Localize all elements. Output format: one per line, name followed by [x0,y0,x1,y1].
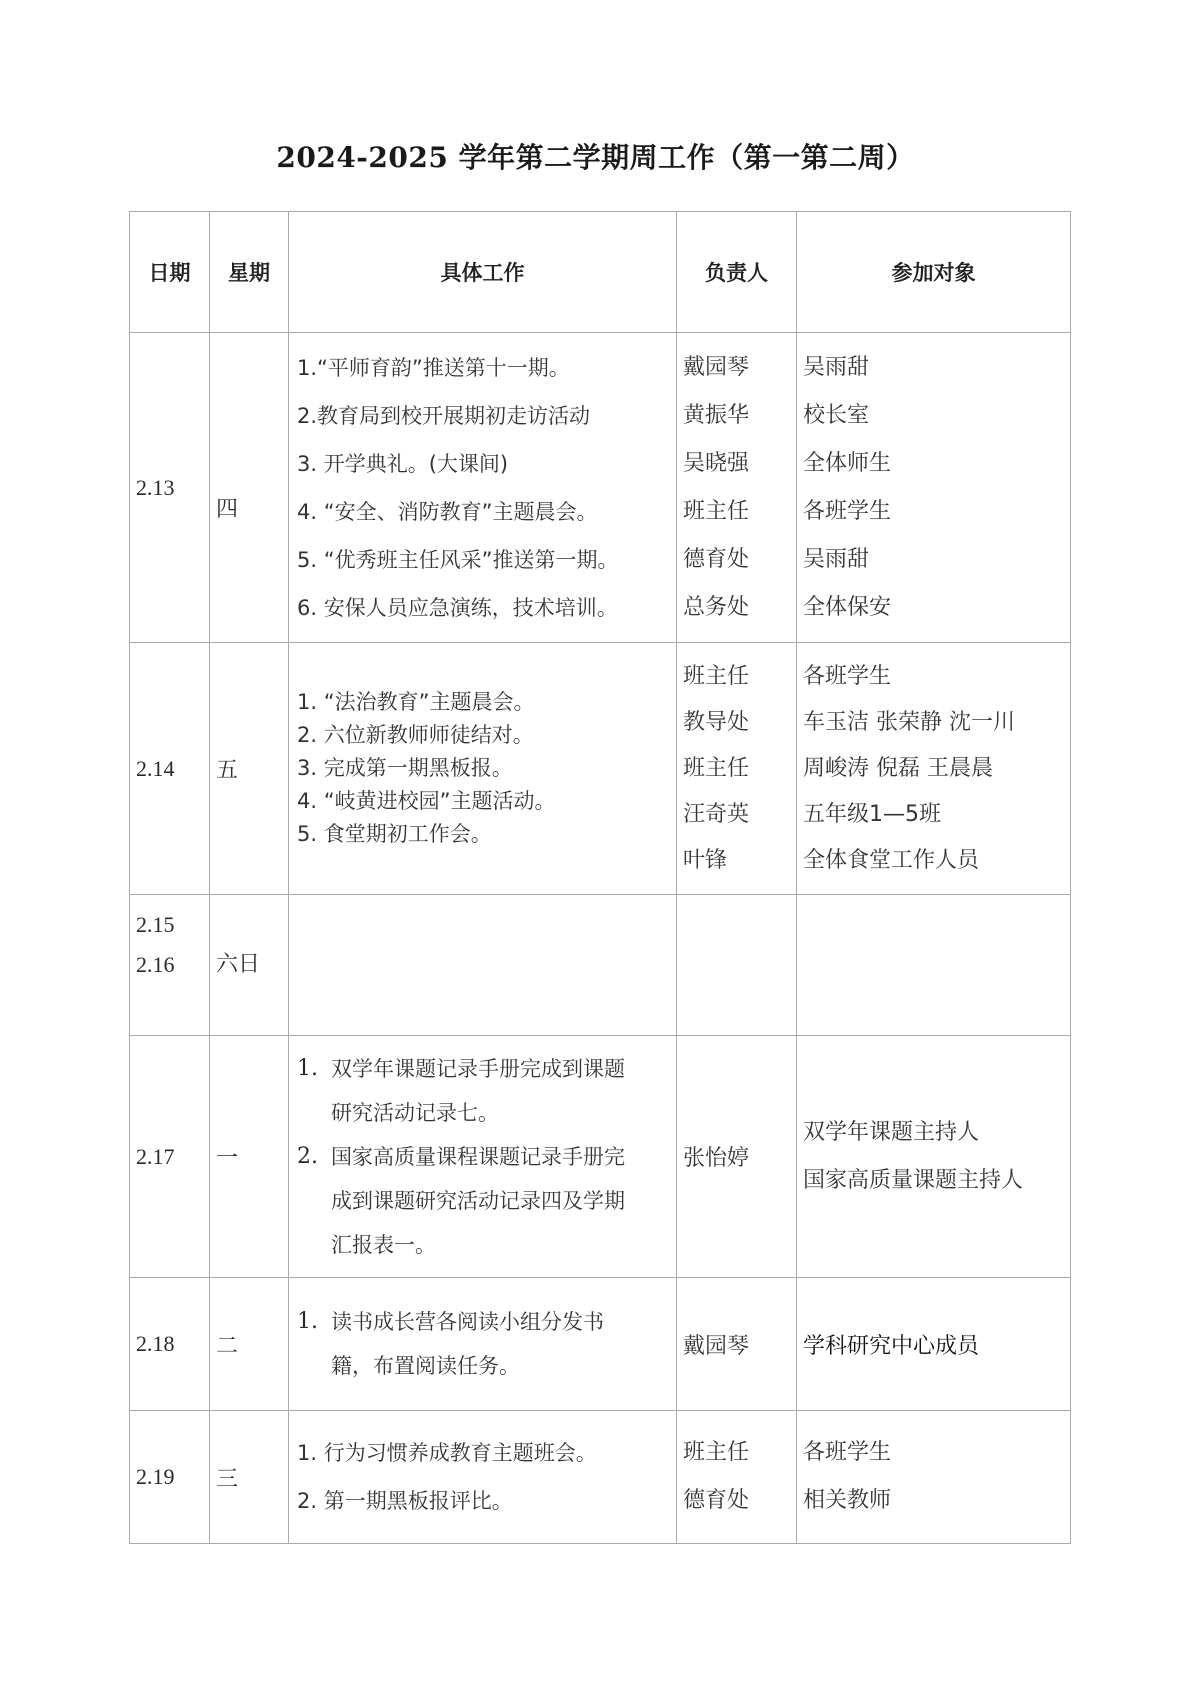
work-cell [289,1036,677,1278]
target: 周峻涛 倪磊 王晨晨 [803,755,993,781]
date: 2.16 [136,952,175,977]
table-row [130,895,1071,1036]
work-text-line: 籍，布置阅读任务。 [331,1354,520,1378]
person: 张怡婷 [683,1146,750,1171]
item-number: 1. [297,1309,318,1334]
weekly-work-table [129,211,1071,1544]
target: 全体师生 [803,450,892,476]
person: 班主任 [683,663,750,689]
work-item: 3. 开学典礼。(大课间) [297,451,509,476]
target: 五年级1—5班 [803,801,941,827]
header-target: 参加对象 [797,212,1071,333]
target: 国家高质量课题主持人 [803,1167,1024,1193]
work-text-line: 国家高质量课程课题记录手册完 [331,1144,625,1169]
target: 各班学生 [803,663,892,689]
person: 班主任 [683,498,750,524]
header-weekday: 星期 [210,212,289,333]
person: 叶锋 [683,847,728,873]
work-item: 4. “岐黄进校园”主题活动。 [297,789,556,813]
work-item: 1. 行为习惯养成教育主题班会。 [297,1441,597,1465]
date: 2.17 [136,1143,175,1169]
weekday: 二 [216,1333,239,1359]
table-row [130,333,1071,643]
target-cell [797,333,1071,643]
work-item: 3. 完成第一期黑板报。 [297,756,513,780]
work-cell [289,895,677,1036]
weekday: 一 [216,1146,239,1171]
header-date: 日期 [130,212,210,333]
item-number: 1. [297,1055,318,1081]
date-cell [130,1036,210,1278]
work-item: 5. “优秀班主任风采”推送第一期。 [297,547,619,572]
date-cell [130,895,210,1036]
target: 吴雨甜 [803,354,870,380]
work-text-line: 研究活动记录七。 [331,1100,499,1125]
weekday-cell [210,643,289,895]
work-item: 1. “法治教育”主题晨会。 [297,690,535,714]
table-row [130,1036,1071,1278]
table-row [130,1278,1071,1411]
person-cell [677,333,797,643]
work-text-line: 读书成长营各阅读小组分发书 [331,1310,604,1334]
date-cell [130,643,210,895]
target-cell [797,1278,1071,1411]
work-text-line: 成到课题研究活动记录四及学期 [331,1188,625,1213]
person-cell [677,1278,797,1411]
target: 车玉洁 张荣静 沈一川 [803,709,1015,735]
work-item: 1.“平师育韵”推送第十一期。 [297,355,570,380]
work-item: 5. 食堂期初工作会。 [297,822,492,846]
target: 全体食堂工作人员 [803,847,980,873]
header-person: 负责人 [677,212,797,333]
target: 吴雨甜 [803,546,870,572]
weekday: 五 [216,758,239,783]
target: 双学年课题主持人 [803,1119,980,1145]
work-item: 2.教育局到校开展期初走访活动 [297,403,591,428]
person: 戴园琴 [683,354,750,380]
person: 黄振华 [683,402,750,428]
work-text-line: 双学年课题记录手册完成到课题 [331,1056,625,1081]
weekday: 三 [216,1466,239,1492]
target: 校长室 [803,402,870,428]
target: 学科研究中心成员 [803,1333,980,1359]
target: 各班学生 [803,1440,892,1465]
target-cell [797,1411,1071,1544]
work-item: 2. 第一期黑板报评比。 [297,1489,513,1513]
person: 汪奇英 [683,801,750,827]
weekday-cell [210,1278,289,1411]
weekday: 六日 [216,952,261,977]
target: 相关教师 [803,1488,892,1513]
person-cell [677,895,797,1036]
work-cell [289,643,677,895]
date: 2.18 [136,1331,175,1356]
person: 总务处 [683,594,750,620]
target-cell [797,643,1071,895]
item-number: 2. [297,1143,318,1169]
work-item: 4. “安全、消防教育”主题晨会。 [297,499,598,524]
page-title: 2024-2025 学年第二学期周工作（第一第二周） [276,141,915,174]
person: 班主任 [683,755,750,781]
work-item: 2. 六位新教师师徒结对。 [297,723,534,747]
date: 2.13 [136,474,175,500]
work-text-line: 汇报表一。 [331,1232,436,1257]
target-cell [797,895,1071,1036]
person: 班主任 [683,1440,750,1465]
weekday-cell [210,333,289,643]
person: 德育处 [683,546,750,572]
table-row [130,1411,1071,1544]
target-cell [797,1036,1071,1278]
work-item: 6. 安保人员应急演练，技术培训。 [297,595,618,620]
person: 教导处 [683,709,750,735]
target: 各班学生 [803,498,892,524]
work-cell [289,333,677,643]
weekday: 四 [216,497,239,522]
weekday-cell [210,1411,289,1544]
person-cell [677,1036,797,1278]
date-cell [130,1278,210,1411]
person-cell [677,643,797,895]
person: 戴园琴 [683,1333,750,1359]
person: 吴晓强 [683,450,750,476]
person: 德育处 [683,1488,750,1513]
table-header-row [130,212,1071,333]
work-item [297,1135,670,1267]
date: 2.14 [136,755,175,781]
weekday-cell [210,1036,289,1278]
work-item [297,1047,670,1135]
date: 2.15 [136,912,175,937]
date-cell [130,333,210,643]
work-cell [289,1278,677,1411]
date-cell [130,1411,210,1544]
weekday-cell [210,895,289,1036]
work-item [297,1300,670,1388]
person-cell [677,1411,797,1544]
target: 全体保安 [803,594,892,620]
date: 2.19 [136,1464,175,1489]
table-row [130,643,1071,895]
header-work: 具体工作 [289,212,677,333]
work-cell [289,1411,677,1544]
